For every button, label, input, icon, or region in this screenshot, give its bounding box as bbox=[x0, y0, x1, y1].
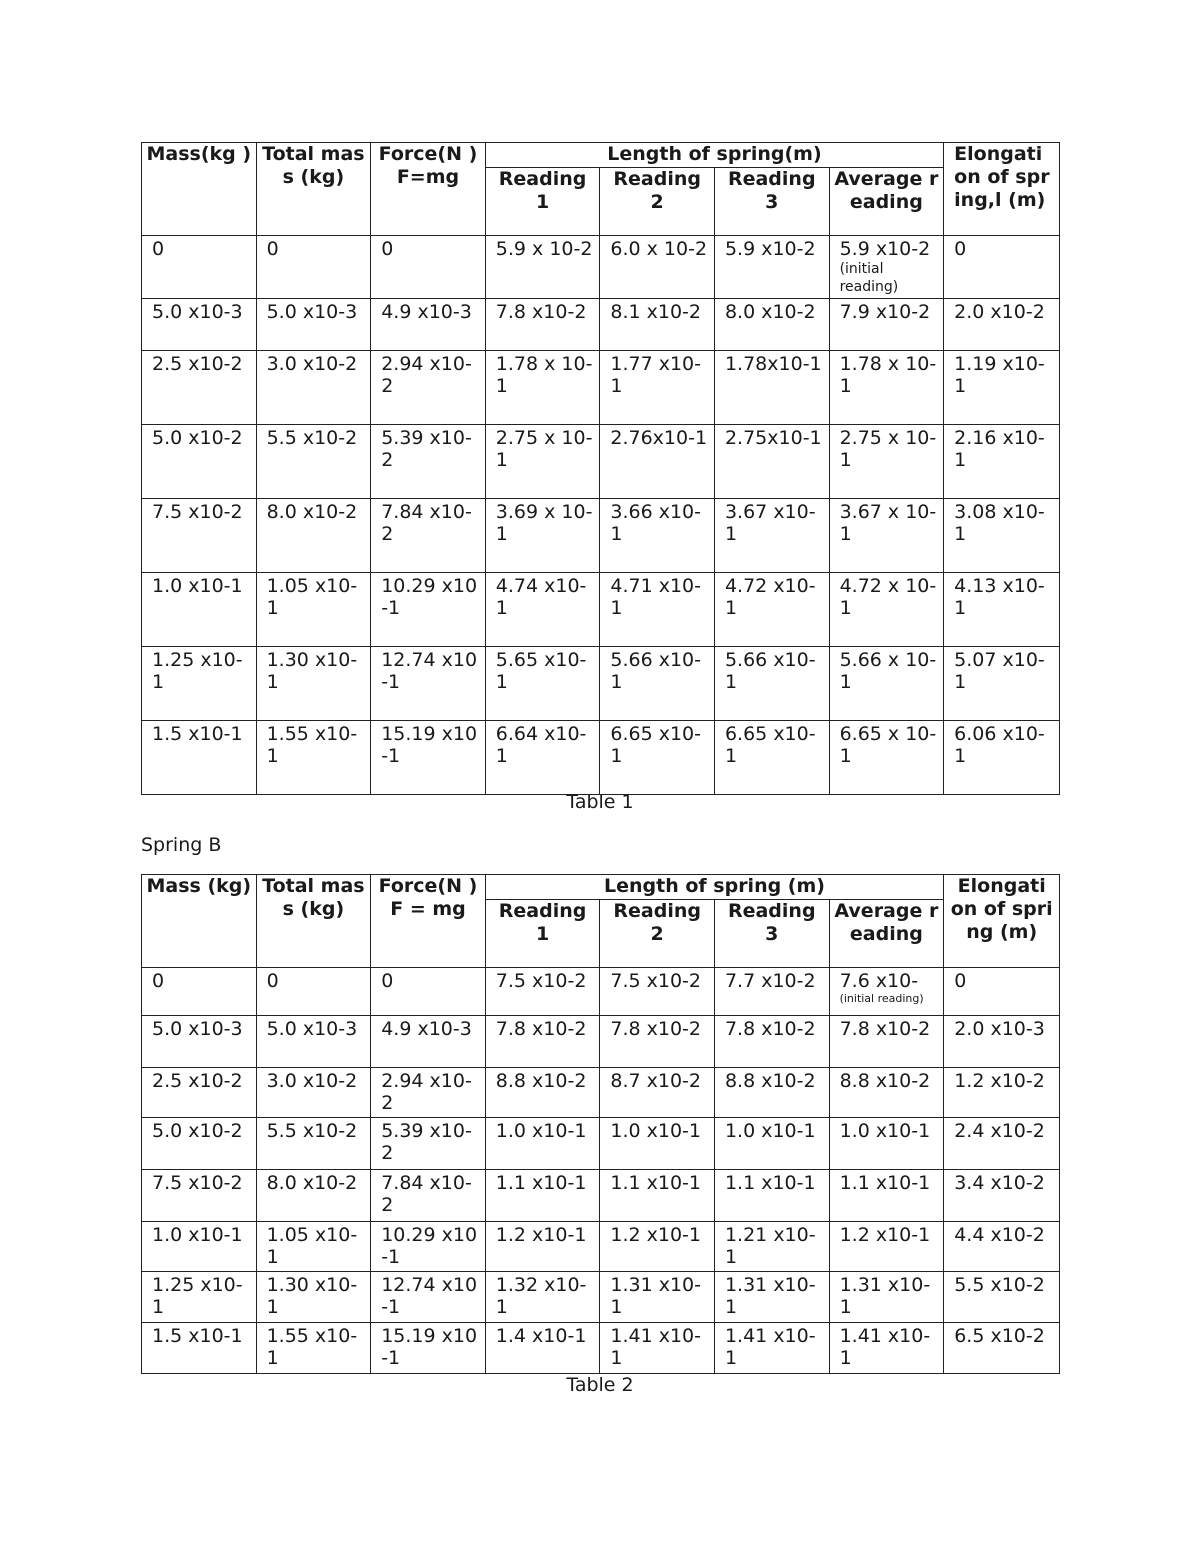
cell-value: 7.5 x10-2 bbox=[152, 1172, 243, 1194]
cell-value: 6.0 x 10-2 bbox=[610, 238, 708, 260]
table-cell bbox=[829, 968, 944, 1016]
cell-value: 1.19 x10-1 bbox=[954, 353, 1045, 397]
cell-value: 2.75x10-1 bbox=[724, 427, 822, 449]
cell-value: 1.1 x10-1 bbox=[839, 1172, 931, 1194]
table-cell bbox=[944, 1170, 1060, 1222]
cell-value: 5.66 x10-1 bbox=[724, 649, 816, 693]
cell-value: 0 bbox=[954, 970, 967, 992]
cell-value: 1.25 x10-1 bbox=[152, 649, 243, 693]
header-elongation: Elongati on of spring,l (m) bbox=[944, 143, 1060, 236]
table-cell bbox=[142, 1118, 257, 1170]
cell-value: 5.66 x10-1 bbox=[610, 649, 701, 693]
cell-value: 1.4 x10-1 bbox=[495, 1325, 587, 1347]
table-cell bbox=[944, 1068, 1060, 1118]
spring-a-table-body bbox=[142, 236, 1060, 795]
table-cell bbox=[944, 968, 1060, 1016]
header-total-mass: Total mass (kg) bbox=[256, 875, 371, 968]
cell-value: 3.0 x10-2 bbox=[266, 1070, 358, 1092]
table-cell bbox=[256, 647, 371, 721]
spring-b-label: Spring B bbox=[141, 834, 222, 856]
cell-value: 12.74 x10-1 bbox=[381, 649, 478, 693]
table-cell bbox=[485, 1170, 600, 1222]
cell-value: 1.5 x10-1 bbox=[152, 1325, 243, 1347]
cell-value: 4.9 x10-3 bbox=[381, 1018, 472, 1040]
table-cell bbox=[256, 968, 371, 1016]
cell-value: 6.5 x10-2 bbox=[954, 1325, 1045, 1347]
table-cell bbox=[256, 1222, 371, 1272]
table-cell bbox=[714, 499, 829, 573]
cell-value: 6.65 x 10-1 bbox=[839, 723, 937, 767]
cell-value: 1.78 x 10-1 bbox=[495, 353, 593, 397]
table-row bbox=[142, 647, 1060, 721]
cell-value: 2.94 x10-2 bbox=[381, 353, 472, 397]
table-cell bbox=[485, 351, 600, 425]
header-average-reading: Average reading bbox=[829, 168, 944, 236]
cell-value: 3.69 x 10-1 bbox=[495, 501, 593, 545]
table-cell bbox=[485, 968, 600, 1016]
cell-value: 1.0 x10-1 bbox=[724, 1120, 816, 1142]
table-cell bbox=[600, 1222, 715, 1272]
table-cell bbox=[714, 1170, 829, 1222]
table-row bbox=[142, 1016, 1060, 1068]
cell-value: 1.1 x10-1 bbox=[610, 1172, 701, 1194]
table-cell bbox=[829, 236, 944, 299]
table-cell bbox=[485, 1016, 600, 1068]
cell-value: 2.0 x10-2 bbox=[954, 301, 1045, 323]
cell-value: 5.5 x10-2 bbox=[266, 1120, 358, 1142]
cell-value: 1.31 x10-1 bbox=[839, 1274, 931, 1318]
cell-value: 1.25 x10-1 bbox=[152, 1274, 243, 1318]
cell-value: 1.78x10-1 bbox=[724, 353, 822, 375]
table-row bbox=[142, 351, 1060, 425]
header-reading-2: Reading 2 bbox=[600, 168, 715, 236]
table-cell bbox=[829, 1170, 944, 1222]
table-cell bbox=[600, 236, 715, 299]
cell-value: 7.84 x10-2 bbox=[381, 1172, 472, 1216]
cell-value: 1.2 x10-1 bbox=[839, 1224, 931, 1246]
table-cell bbox=[600, 1068, 715, 1118]
cell-value: 4.71 x10-1 bbox=[610, 575, 701, 619]
table-cell bbox=[829, 499, 944, 573]
header-elongation: Elongati on of spring (m) bbox=[944, 875, 1060, 968]
table-cell bbox=[714, 721, 829, 795]
cell-value: 7.7 x10-2 bbox=[724, 970, 816, 992]
table-cell bbox=[714, 1016, 829, 1068]
table-cell bbox=[371, 573, 486, 647]
cell-value: 8.0 x10-2 bbox=[724, 301, 816, 323]
cell-value: 3.67 x10-1 bbox=[724, 501, 816, 545]
table-cell bbox=[829, 721, 944, 795]
cell-value: 4.72 x 10-1 bbox=[839, 575, 937, 619]
table-cell bbox=[371, 299, 486, 351]
cell-value: 3.0 x10-2 bbox=[266, 353, 358, 375]
table-cell bbox=[829, 573, 944, 647]
table-cell bbox=[142, 1222, 257, 1272]
table-cell bbox=[256, 721, 371, 795]
table-cell bbox=[944, 1222, 1060, 1272]
cell-value: 2.75 x 10-1 bbox=[495, 427, 593, 471]
cell-value: 6.65 x10-1 bbox=[610, 723, 701, 767]
table-cell bbox=[714, 647, 829, 721]
table-cell bbox=[714, 573, 829, 647]
initial-reading-note: (initial reading) bbox=[839, 261, 899, 295]
cell-value: 7.8 x10-2 bbox=[610, 1018, 701, 1040]
cell-value: 1.55 x10-1 bbox=[266, 1325, 358, 1369]
cell-value: 1.1 x10-1 bbox=[495, 1172, 587, 1194]
table-cell bbox=[714, 1222, 829, 1272]
table-cell bbox=[371, 1323, 486, 1374]
table-cell bbox=[485, 1068, 600, 1118]
cell-value: 1.30 x10-1 bbox=[266, 649, 358, 693]
table-cell bbox=[944, 1323, 1060, 1374]
cell-value: 2.0 x10-3 bbox=[954, 1018, 1045, 1040]
table-cell bbox=[142, 236, 257, 299]
table-cell bbox=[944, 1016, 1060, 1068]
header-reading-2: Reading 2 bbox=[600, 900, 715, 968]
cell-value: 7.8 x10-2 bbox=[724, 1018, 816, 1040]
cell-value: 0 bbox=[152, 970, 165, 992]
table-cell bbox=[944, 721, 1060, 795]
table-cell bbox=[600, 1016, 715, 1068]
table-cell bbox=[371, 1170, 486, 1222]
table-cell bbox=[371, 499, 486, 573]
cell-value: 1.0 x10-1 bbox=[152, 575, 243, 597]
cell-value: 8.8 x10-2 bbox=[724, 1070, 816, 1092]
table-row bbox=[142, 425, 1060, 499]
table-cell bbox=[829, 1118, 944, 1170]
table-cell bbox=[256, 499, 371, 573]
cell-value: 15.19 x10-1 bbox=[381, 723, 478, 767]
table-cell bbox=[600, 968, 715, 1016]
cell-value: 1.0 x10-1 bbox=[839, 1120, 931, 1142]
table-cell bbox=[142, 499, 257, 573]
table-row bbox=[142, 1170, 1060, 1222]
table-cell bbox=[600, 573, 715, 647]
cell-value: 7.5 x10-2 bbox=[610, 970, 701, 992]
table-cell bbox=[600, 1118, 715, 1170]
cell-value: 2.4 x10-2 bbox=[954, 1120, 1045, 1142]
table-cell bbox=[485, 499, 600, 573]
cell-value: 8.0 x10-2 bbox=[266, 501, 358, 523]
cell-value: 5.39 x10-2 bbox=[381, 1120, 472, 1164]
table-cell bbox=[371, 647, 486, 721]
header-length-of-spring: Length of spring(m) bbox=[485, 143, 943, 168]
cell-value: 3.67 x 10-1 bbox=[839, 501, 937, 545]
table-cell bbox=[944, 1272, 1060, 1323]
table-cell bbox=[485, 647, 600, 721]
table-cell bbox=[371, 1222, 486, 1272]
table-cell bbox=[944, 1118, 1060, 1170]
cell-value: 3.4 x10-2 bbox=[954, 1172, 1045, 1194]
table-cell bbox=[944, 647, 1060, 721]
spring-b-table-body bbox=[142, 968, 1060, 1374]
cell-value: 0 bbox=[381, 970, 394, 992]
cell-value: 1.41 x10-1 bbox=[839, 1325, 931, 1369]
cell-value: 8.8 x10-2 bbox=[495, 1070, 587, 1092]
cell-value: 7.84 x10-2 bbox=[381, 501, 472, 545]
table-cell bbox=[371, 236, 486, 299]
cell-value: 1.05 x10-1 bbox=[266, 575, 358, 619]
header-total-mass: Total mass (kg) bbox=[256, 143, 371, 236]
table-cell bbox=[485, 1222, 600, 1272]
table-cell bbox=[371, 968, 486, 1016]
table-cell bbox=[256, 573, 371, 647]
table-row bbox=[142, 236, 1060, 299]
cell-value: 4.9 x10-3 bbox=[381, 301, 472, 323]
table-cell bbox=[714, 1323, 829, 1374]
cell-value: 6.65 x10-1 bbox=[724, 723, 816, 767]
table-cell bbox=[600, 1323, 715, 1374]
table-cell bbox=[142, 1323, 257, 1374]
cell-value: 5.9 x 10-2 bbox=[495, 238, 593, 260]
header-average-reading: Average reading bbox=[829, 900, 944, 968]
table-cell bbox=[485, 1118, 600, 1170]
spring-b-table bbox=[141, 874, 1060, 1374]
cell-value: 5.0 x10-2 bbox=[152, 1120, 243, 1142]
table-cell bbox=[485, 573, 600, 647]
table-cell bbox=[485, 236, 600, 299]
cell-value: 5.5 x10-2 bbox=[954, 1274, 1045, 1296]
table-cell bbox=[829, 1068, 944, 1118]
table-cell bbox=[371, 425, 486, 499]
header-mass: Mass(kg ) bbox=[142, 143, 257, 236]
cell-value: 5.5 x10-2 bbox=[266, 427, 358, 449]
cell-value: 4.72 x10-1 bbox=[724, 575, 816, 619]
table-cell bbox=[142, 1068, 257, 1118]
table-cell bbox=[600, 299, 715, 351]
table-cell bbox=[371, 351, 486, 425]
cell-value: 5.0 x10-2 bbox=[152, 427, 243, 449]
table-1-caption: Table 1 bbox=[566, 791, 634, 813]
table-cell bbox=[829, 647, 944, 721]
table-cell bbox=[944, 573, 1060, 647]
cell-value: 5.07 x10-1 bbox=[954, 649, 1045, 693]
table-row bbox=[142, 1323, 1060, 1374]
cell-value: 5.9 x10-2 bbox=[724, 238, 816, 260]
cell-value: 7.8 x10-2 bbox=[839, 1018, 931, 1040]
table-cell bbox=[142, 299, 257, 351]
cell-value: 5.0 x10-3 bbox=[152, 1018, 243, 1040]
cell-value: 4.4 x10-2 bbox=[954, 1224, 1045, 1246]
table-cell bbox=[944, 425, 1060, 499]
table-cell bbox=[256, 1272, 371, 1323]
table-cell bbox=[371, 721, 486, 795]
table-cell bbox=[600, 1170, 715, 1222]
table-cell bbox=[142, 647, 257, 721]
table-cell bbox=[714, 236, 829, 299]
table-cell bbox=[371, 1016, 486, 1068]
header-reading-1: Reading 1 bbox=[485, 168, 600, 236]
cell-value: 1.2 x10-2 bbox=[954, 1070, 1045, 1092]
table-cell bbox=[485, 299, 600, 351]
table-cell bbox=[256, 351, 371, 425]
table-cell bbox=[714, 425, 829, 499]
table-row bbox=[142, 573, 1060, 647]
table-cell bbox=[485, 1272, 600, 1323]
table-cell bbox=[829, 1323, 944, 1374]
spring-a-table bbox=[141, 142, 1060, 795]
cell-value: 10.29 x10-1 bbox=[381, 1224, 478, 1268]
cell-value: 12.74 x10-1 bbox=[381, 1274, 478, 1318]
cell-value: 5.39 x10-2 bbox=[381, 427, 472, 471]
table-cell bbox=[944, 499, 1060, 573]
cell-value: 7.9 x10-2 bbox=[839, 301, 931, 323]
cell-value: 1.32 x10-1 bbox=[495, 1274, 587, 1318]
cell-value: 8.8 x10-2 bbox=[839, 1070, 931, 1092]
table-cell bbox=[371, 1068, 486, 1118]
table-cell bbox=[142, 425, 257, 499]
table-cell bbox=[371, 1272, 486, 1323]
cell-value: 1.05 x10-1 bbox=[266, 1224, 358, 1268]
header-reading-1: Reading 1 bbox=[485, 900, 600, 968]
cell-value: 2.5 x10-2 bbox=[152, 1070, 243, 1092]
table-cell bbox=[371, 1118, 486, 1170]
cell-value: 3.66 x10-1 bbox=[610, 501, 701, 545]
cell-value: 4.13 x10-1 bbox=[954, 575, 1045, 619]
table-cell bbox=[142, 351, 257, 425]
table-cell bbox=[829, 351, 944, 425]
table-row bbox=[142, 1222, 1060, 1272]
cell-value: 7.6 x10- bbox=[839, 970, 919, 992]
cell-value: 1.0 x10-1 bbox=[610, 1120, 701, 1142]
header-reading-3: Reading 3 bbox=[714, 900, 829, 968]
table-2-caption: Table 2 bbox=[566, 1374, 634, 1396]
table-cell bbox=[600, 647, 715, 721]
table-cell bbox=[256, 1016, 371, 1068]
cell-value: 1.2 x10-1 bbox=[495, 1224, 587, 1246]
table-cell bbox=[256, 1118, 371, 1170]
table-cell bbox=[600, 499, 715, 573]
table-cell bbox=[714, 1272, 829, 1323]
table-cell bbox=[256, 425, 371, 499]
table-cell bbox=[714, 299, 829, 351]
cell-value: 5.0 x10-3 bbox=[266, 301, 358, 323]
table-cell bbox=[256, 1068, 371, 1118]
cell-value: 2.5 x10-2 bbox=[152, 353, 243, 375]
table-cell bbox=[142, 1016, 257, 1068]
cell-value: 8.1 x10-2 bbox=[610, 301, 701, 323]
table-cell bbox=[714, 1068, 829, 1118]
cell-value: 1.1 x10-1 bbox=[724, 1172, 816, 1194]
table-cell bbox=[256, 299, 371, 351]
cell-value: 1.78 x 10-1 bbox=[839, 353, 937, 397]
table-cell bbox=[600, 1272, 715, 1323]
cell-value: 5.65 x10-1 bbox=[495, 649, 587, 693]
header-force: Force(N ) F = mg bbox=[371, 875, 486, 968]
header-length-of-spring: Length of spring (m) bbox=[485, 875, 943, 900]
cell-value: 1.31 x10-1 bbox=[610, 1274, 701, 1318]
cell-value: 3.08 x10-1 bbox=[954, 501, 1045, 545]
table-row bbox=[142, 1272, 1060, 1323]
table-cell bbox=[829, 425, 944, 499]
table-cell bbox=[485, 425, 600, 499]
cell-value: 0 bbox=[152, 238, 165, 260]
cell-value: 1.0 x10-1 bbox=[152, 1224, 243, 1246]
table-cell bbox=[485, 1323, 600, 1374]
cell-value: 6.06 x10-1 bbox=[954, 723, 1045, 767]
header-force: Force(N ) F=mg bbox=[371, 143, 486, 236]
table-cell bbox=[714, 968, 829, 1016]
cell-value: 5.0 x10-3 bbox=[152, 301, 243, 323]
table-cell bbox=[829, 1272, 944, 1323]
cell-value: 2.16 x10-1 bbox=[954, 427, 1045, 471]
cell-value: 2.76x10-1 bbox=[610, 427, 708, 449]
cell-value: 1.0 x10-1 bbox=[495, 1120, 587, 1142]
table-row bbox=[142, 1068, 1060, 1118]
cell-value: 7.5 x10-2 bbox=[152, 501, 243, 523]
cell-value: 5.0 x10-3 bbox=[266, 1018, 358, 1040]
table-cell bbox=[142, 968, 257, 1016]
cell-value: 10.29 x10-1 bbox=[381, 575, 478, 619]
initial-reading-note: (initial reading) bbox=[839, 992, 924, 1005]
cell-value: 1.55 x10-1 bbox=[266, 723, 358, 767]
table-cell bbox=[714, 1118, 829, 1170]
cell-value: 4.74 x10-1 bbox=[495, 575, 587, 619]
table-row bbox=[142, 721, 1060, 795]
cell-value: 1.21 x10-1 bbox=[724, 1224, 816, 1268]
table-cell bbox=[256, 1323, 371, 1374]
cell-value: 2.75 x 10-1 bbox=[839, 427, 937, 471]
cell-value: 1.31 x10-1 bbox=[724, 1274, 816, 1318]
cell-value: 7.8 x10-2 bbox=[495, 1018, 587, 1040]
cell-value: 0 bbox=[266, 970, 279, 992]
table-cell bbox=[944, 299, 1060, 351]
table-cell bbox=[600, 351, 715, 425]
table-row bbox=[142, 299, 1060, 351]
table-cell bbox=[944, 236, 1060, 299]
table-cell bbox=[485, 721, 600, 795]
cell-value: 1.77 x10-1 bbox=[610, 353, 701, 397]
header-reading-3: Reading 3 bbox=[714, 168, 829, 236]
table-cell bbox=[829, 299, 944, 351]
cell-value: 15.19 x10-1 bbox=[381, 1325, 478, 1369]
table-cell bbox=[142, 721, 257, 795]
cell-value: 0 bbox=[381, 238, 394, 260]
cell-value: 1.41 x10-1 bbox=[610, 1325, 701, 1369]
cell-value: 8.0 x10-2 bbox=[266, 1172, 358, 1194]
cell-value: 6.64 x10-1 bbox=[495, 723, 587, 767]
cell-value: 5.9 x10-2 bbox=[839, 238, 931, 260]
cell-value: 1.41 x10-1 bbox=[724, 1325, 816, 1369]
table-row bbox=[142, 1118, 1060, 1170]
cell-value: 1.5 x10-1 bbox=[152, 723, 243, 745]
cell-value: 7.8 x10-2 bbox=[495, 301, 587, 323]
table-row bbox=[142, 499, 1060, 573]
cell-value: 0 bbox=[954, 238, 967, 260]
cell-value: 1.2 x10-1 bbox=[610, 1224, 701, 1246]
cell-value: 1.30 x10-1 bbox=[266, 1274, 358, 1318]
header-mass: Mass (kg) bbox=[142, 875, 257, 968]
table-cell bbox=[600, 425, 715, 499]
cell-value: 8.7 x10-2 bbox=[610, 1070, 701, 1092]
cell-value: 5.66 x 10-1 bbox=[839, 649, 937, 693]
table-cell bbox=[256, 1170, 371, 1222]
table-cell bbox=[944, 351, 1060, 425]
table-row bbox=[142, 968, 1060, 1016]
table-cell bbox=[714, 351, 829, 425]
cell-value: 7.5 x10-2 bbox=[495, 970, 587, 992]
table-cell bbox=[142, 1170, 257, 1222]
table-cell bbox=[142, 573, 257, 647]
table-cell bbox=[829, 1016, 944, 1068]
table-cell bbox=[829, 1222, 944, 1272]
cell-value: 0 bbox=[266, 238, 279, 260]
cell-value: 2.94 x10-2 bbox=[381, 1070, 472, 1114]
table-cell bbox=[256, 236, 371, 299]
table-cell bbox=[142, 1272, 257, 1323]
table-cell bbox=[600, 721, 715, 795]
